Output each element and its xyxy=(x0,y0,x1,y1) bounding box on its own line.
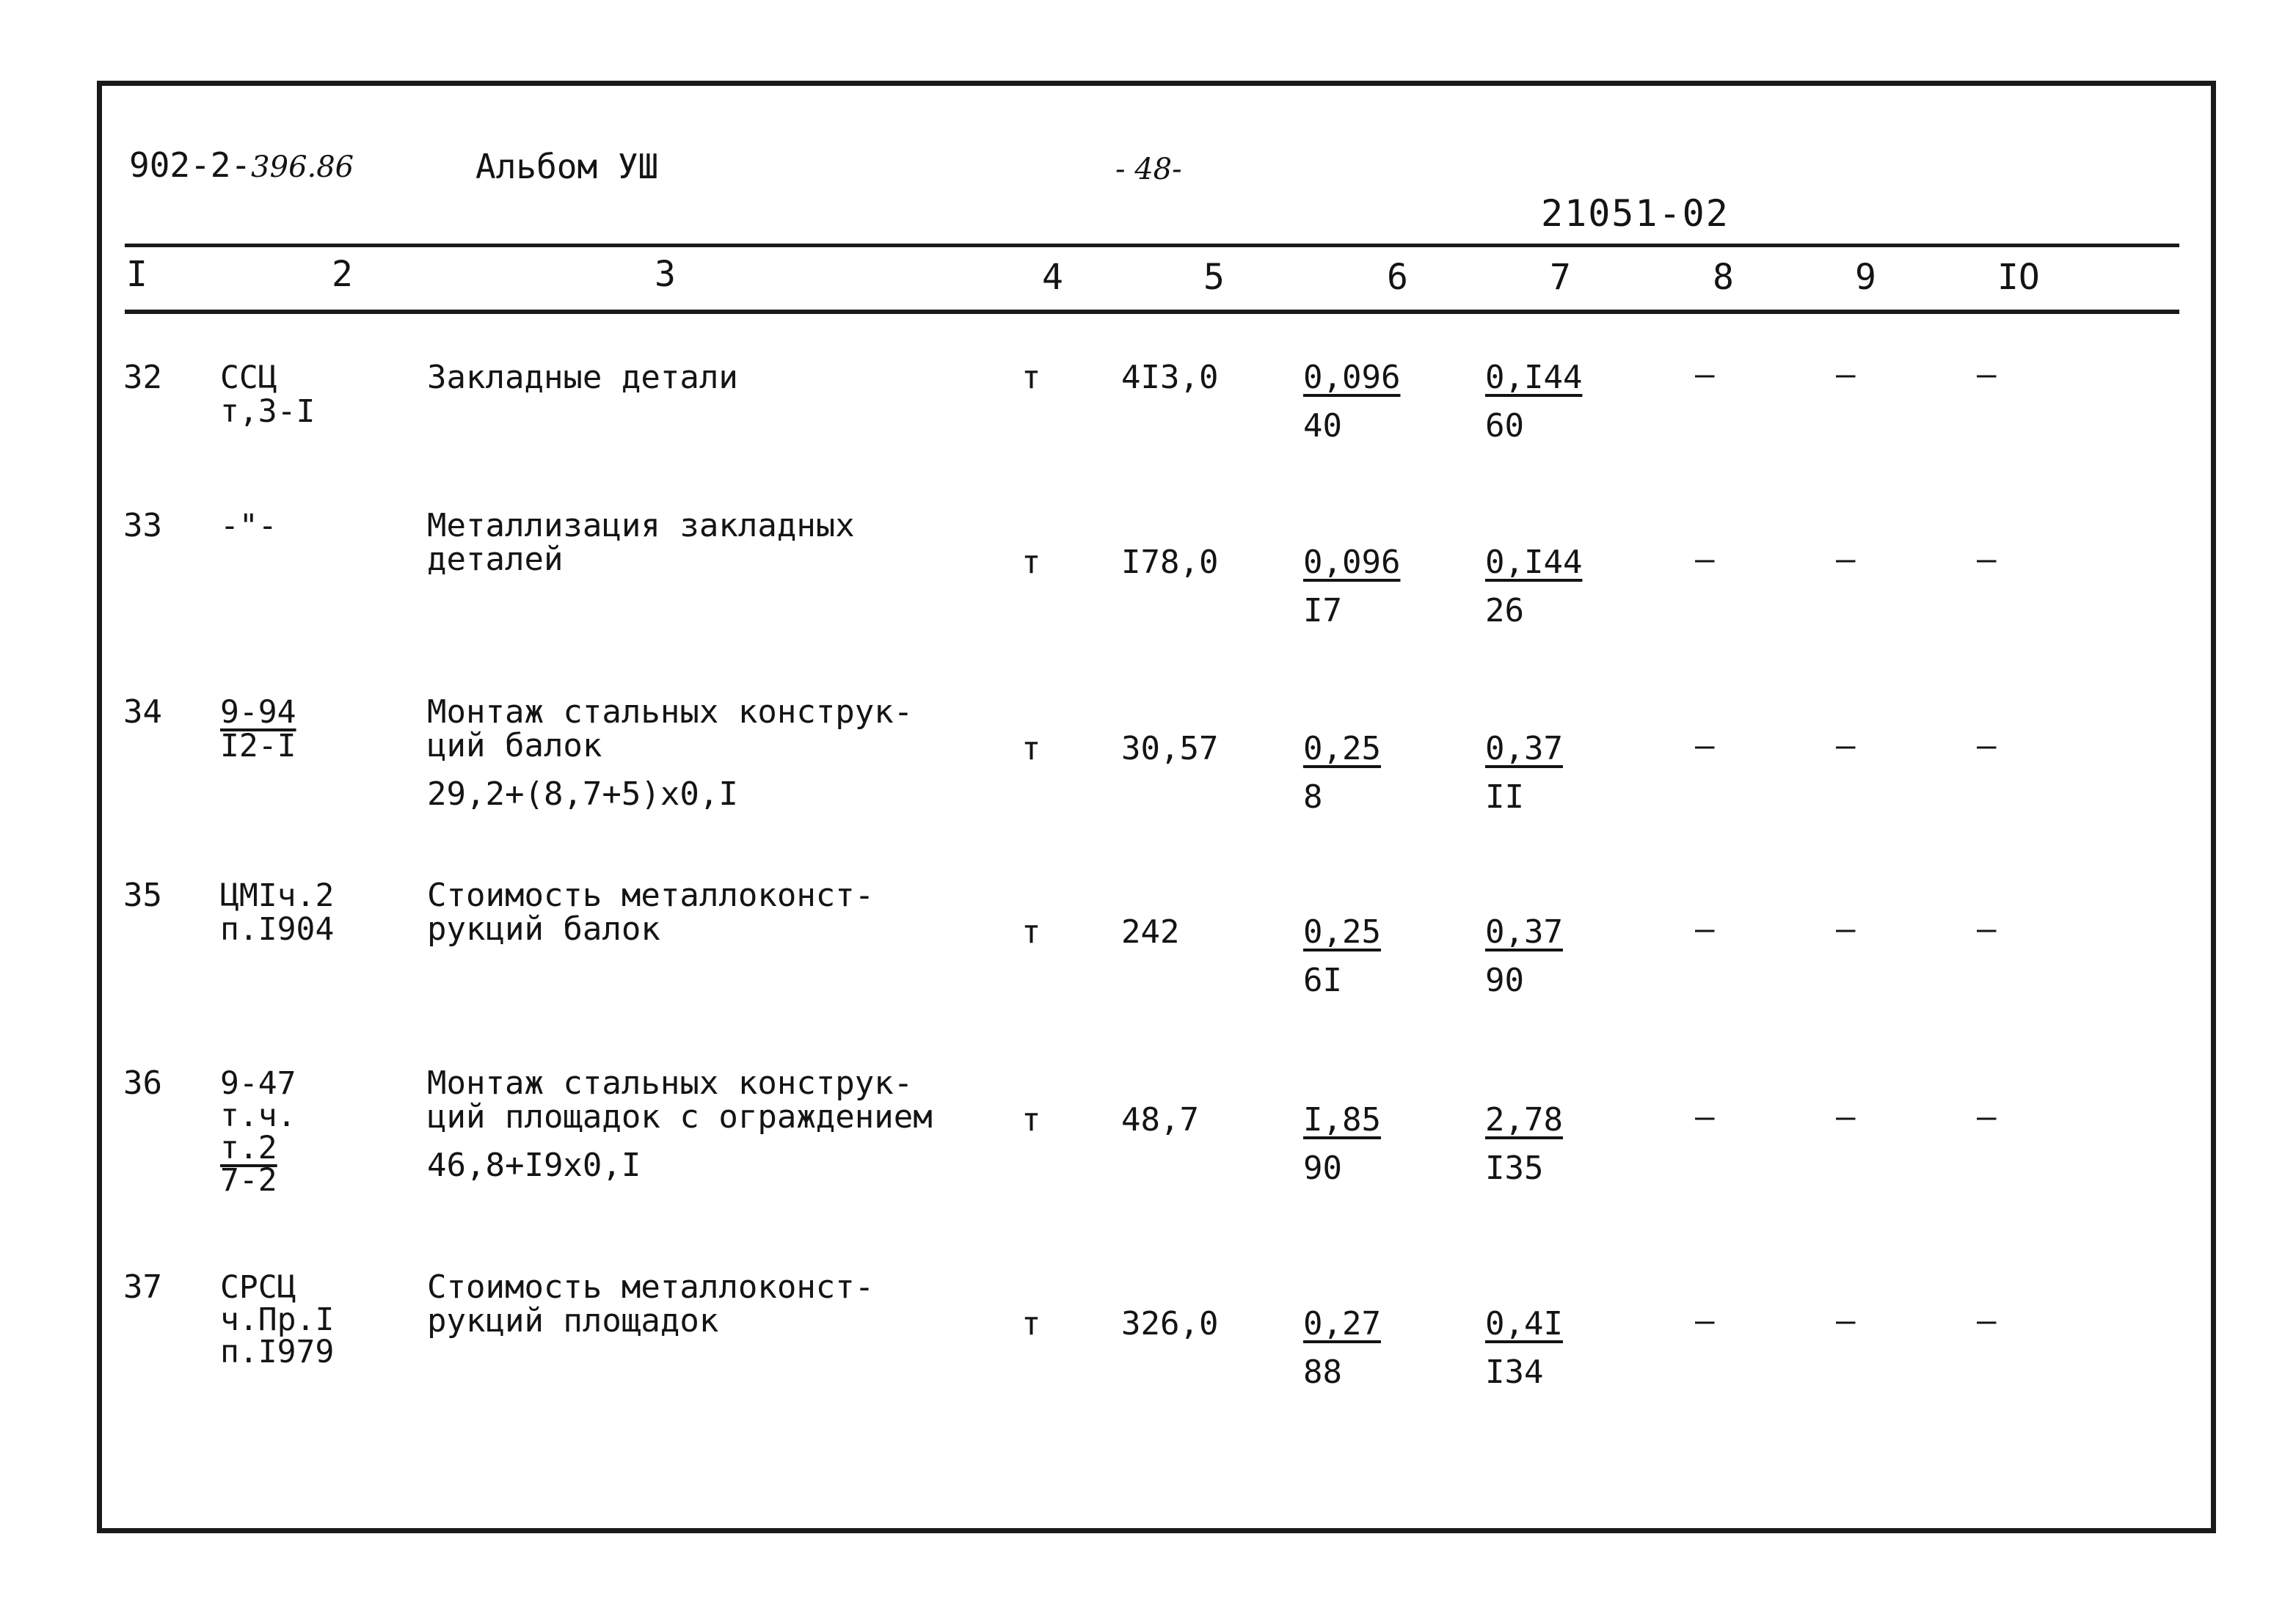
header-rule-bottom xyxy=(125,310,2179,314)
row-description-line: 29,2+(8,7+5)х0,I xyxy=(427,775,738,813)
row-description-line: 46,8+I9х0,I xyxy=(427,1147,641,1184)
col6-total: I7 xyxy=(1303,592,1342,629)
col6-rate: 0,096 xyxy=(1303,359,1401,396)
doc-number-handwritten: 396.86 xyxy=(251,150,354,184)
row-ref-line: 7-2 xyxy=(220,1162,277,1199)
col8-dash: – xyxy=(1695,1302,1715,1340)
header-rule-top xyxy=(125,244,2179,247)
row-ref-line: I2-I xyxy=(220,728,296,764)
col10-dash: – xyxy=(1977,1302,1997,1340)
row-description-line: Монтаж стальных конструк- xyxy=(427,1064,914,1102)
col9-dash: – xyxy=(1836,1098,1856,1136)
col9-dash: – xyxy=(1836,910,1856,948)
row-ref-line: т,3-I xyxy=(220,393,316,430)
col7-total: I34 xyxy=(1485,1354,1544,1391)
col-header-1: I xyxy=(126,254,147,295)
col9-dash: – xyxy=(1836,727,1856,764)
col7-rate: 0,37 xyxy=(1485,730,1563,767)
doc-number-printed: 902-2- xyxy=(129,145,252,185)
col8-dash: – xyxy=(1695,356,1715,393)
row-ref-line: ЦМIч.2 xyxy=(220,877,335,914)
col7-rate: 0,4I xyxy=(1485,1305,1563,1342)
col-header-10: IO xyxy=(1997,257,2040,298)
col-header-3: 3 xyxy=(655,254,676,295)
col7-rate: 0,37 xyxy=(1485,913,1563,951)
row-ref-line: т.ч. xyxy=(220,1097,296,1134)
row-ref-line: ч.Пр.I xyxy=(220,1301,335,1338)
col-header-6: 6 xyxy=(1387,257,1408,298)
col10-dash: – xyxy=(1977,541,1997,578)
col7-rate: 0,I44 xyxy=(1485,359,1583,396)
col-header-5: 5 xyxy=(1203,257,1225,298)
row-ref-line: 9-47 xyxy=(220,1065,296,1102)
row-ref-line: т.2 xyxy=(220,1130,277,1166)
row-unit: т xyxy=(1021,359,1041,396)
row-description-line: ций площадок с ограждением xyxy=(427,1098,933,1136)
col8-dash: – xyxy=(1695,727,1715,764)
row-description-line: Закладные детали xyxy=(427,359,738,396)
row-unit: т xyxy=(1021,544,1041,581)
col7-total: II xyxy=(1485,778,1524,816)
col9-dash: – xyxy=(1836,541,1856,578)
col6-total: 8 xyxy=(1303,778,1323,816)
row-number: 34 xyxy=(123,693,162,731)
col7-total: 90 xyxy=(1485,962,1524,999)
col-header-2: 2 xyxy=(332,254,353,295)
row-unit: т xyxy=(1021,730,1041,767)
col-header-9: 9 xyxy=(1855,257,1876,298)
col6-rate: 0,096 xyxy=(1303,544,1401,581)
col8-dash: – xyxy=(1695,910,1715,948)
col8-dash: – xyxy=(1695,541,1715,578)
row-description-line: деталей xyxy=(427,541,564,578)
row-description-line: Металлизация закладных xyxy=(427,507,855,544)
sheet-code: 21051-02 xyxy=(1541,192,1730,235)
col10-dash: – xyxy=(1977,356,1997,393)
row-description-line: рукций балок xyxy=(427,910,660,948)
col10-dash: – xyxy=(1977,727,1997,764)
col10-dash: – xyxy=(1977,1098,1997,1136)
album-label: Альбом УШ xyxy=(475,147,659,186)
col6-total: 6I xyxy=(1303,962,1342,999)
row-ref-line: СРСЦ xyxy=(220,1269,296,1306)
row-description-line: рукций площадок xyxy=(427,1302,719,1340)
col-header-7: 7 xyxy=(1550,257,1571,298)
col6-rate: I,85 xyxy=(1303,1101,1381,1139)
col6-rate: 0,25 xyxy=(1303,913,1381,951)
col6-total: 40 xyxy=(1303,407,1342,445)
col9-dash: – xyxy=(1836,356,1856,393)
row-ref-line: п.I904 xyxy=(220,911,335,948)
row-ref-line: 9-94 xyxy=(220,694,296,731)
col6-rate: 0,27 xyxy=(1303,1305,1381,1342)
row-quantity: 326,0 xyxy=(1121,1305,1219,1342)
row-quantity: 242 xyxy=(1121,913,1180,951)
col9-dash: – xyxy=(1836,1302,1856,1340)
col7-total: 26 xyxy=(1485,592,1524,629)
row-ref-line: -"- xyxy=(220,508,277,544)
row-unit: т xyxy=(1021,1305,1041,1342)
row-quantity: 48,7 xyxy=(1121,1101,1199,1139)
row-number: 35 xyxy=(123,877,162,914)
col8-dash: – xyxy=(1695,1098,1715,1136)
page-number: - 48- xyxy=(1115,153,1182,186)
row-quantity: 4I3,0 xyxy=(1121,359,1219,396)
col7-total: 60 xyxy=(1485,407,1524,445)
row-number: 36 xyxy=(123,1064,162,1102)
row-quantity: 30,57 xyxy=(1121,730,1219,767)
col7-rate: 0,I44 xyxy=(1485,544,1583,581)
row-ref-line: ССЦ xyxy=(220,359,277,396)
col6-rate: 0,25 xyxy=(1303,730,1381,767)
doc-number xyxy=(129,145,354,185)
col-header-8: 8 xyxy=(1713,257,1734,298)
row-number: 33 xyxy=(123,507,162,544)
col7-rate: 2,78 xyxy=(1485,1101,1563,1139)
row-unit: т xyxy=(1021,1101,1041,1139)
row-unit: т xyxy=(1021,913,1041,951)
row-number: 37 xyxy=(123,1268,162,1306)
col10-dash: – xyxy=(1977,910,1997,948)
col6-total: 90 xyxy=(1303,1150,1342,1187)
row-description-line: ций балок xyxy=(427,727,602,764)
row-description-line: Монтаж стальных конструк- xyxy=(427,693,914,731)
row-description-line: Стоимость металлоконст- xyxy=(427,1268,875,1306)
row-quantity: I78,0 xyxy=(1121,544,1219,581)
col-header-4: 4 xyxy=(1042,257,1063,298)
row-ref-line: п.I979 xyxy=(220,1334,335,1370)
col6-total: 88 xyxy=(1303,1354,1342,1391)
row-number: 32 xyxy=(123,359,162,396)
row-description-line: Стоимость металлоконст- xyxy=(427,877,875,914)
col7-total: I35 xyxy=(1485,1150,1544,1187)
